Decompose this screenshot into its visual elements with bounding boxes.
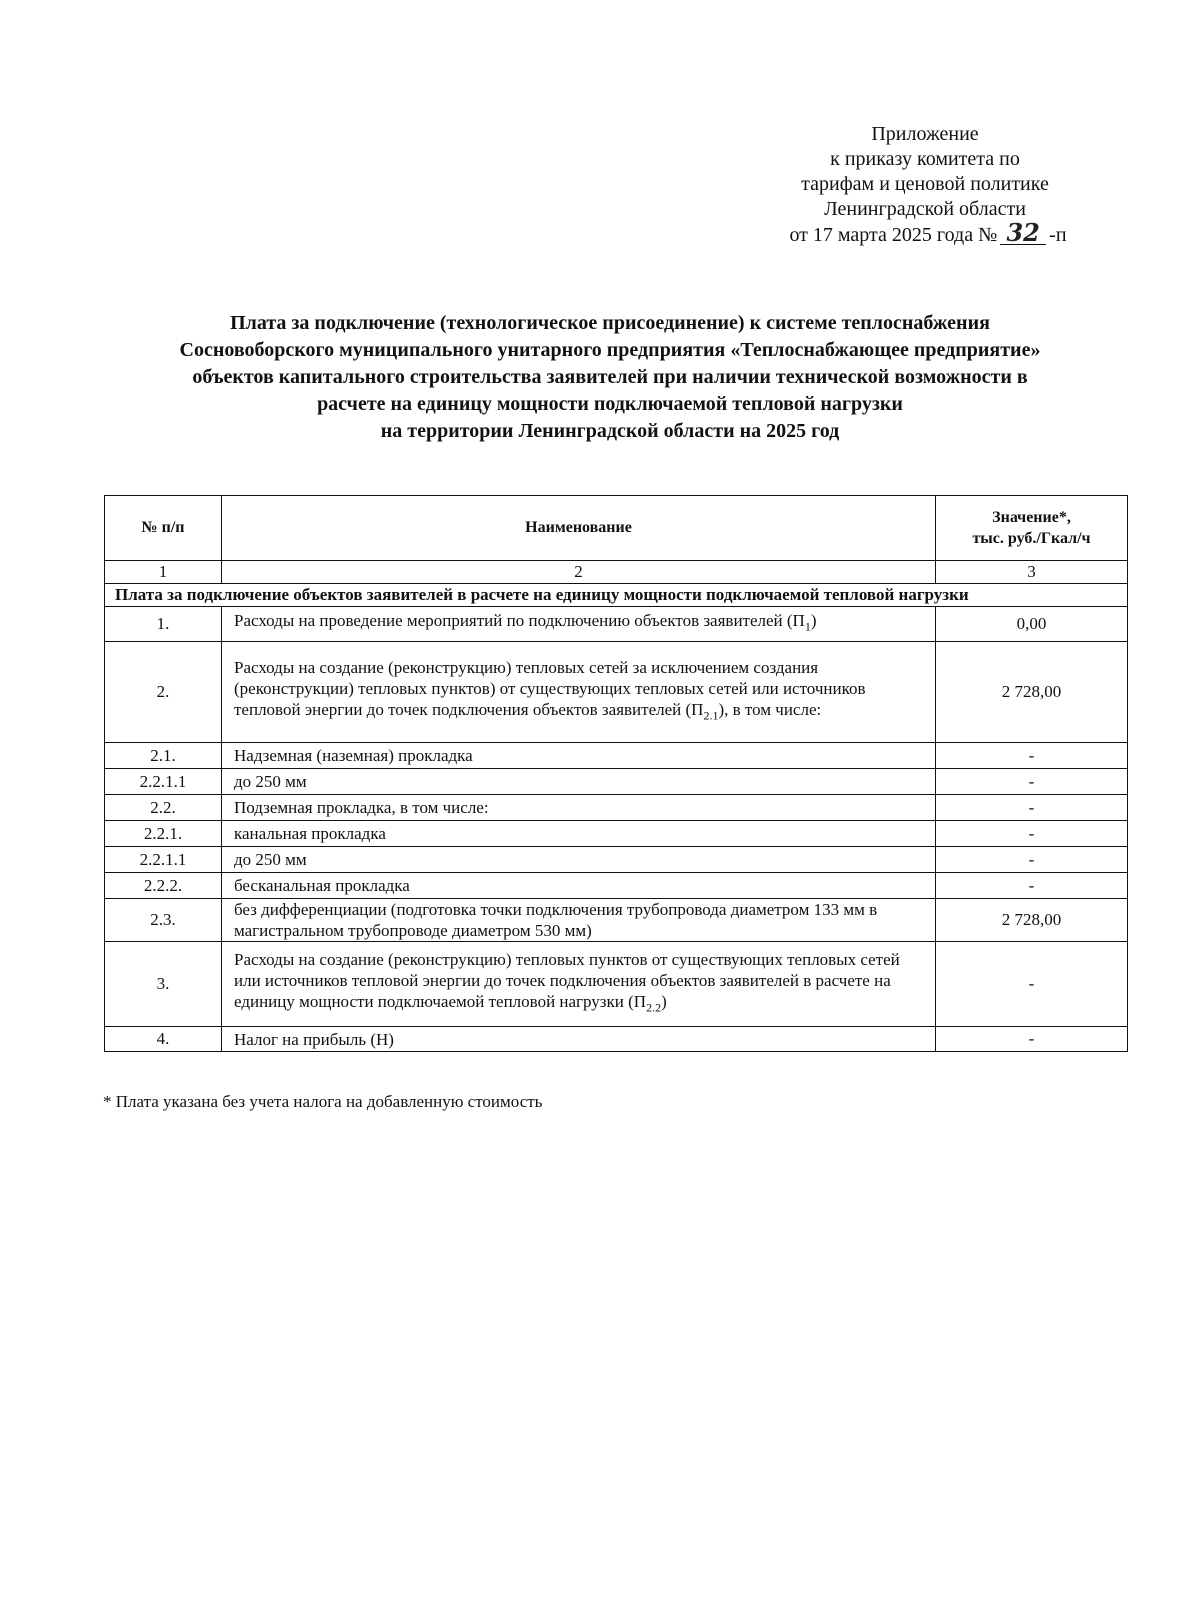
row-name <box>222 942 936 1027</box>
row-name: Надземная (наземная) прокладка <box>222 743 936 769</box>
table-row <box>105 769 1128 795</box>
header-value <box>936 496 1128 561</box>
row-num: 2.2.1. <box>105 821 222 847</box>
title-line-4: расчете на единицу мощности подключаемой тепловой нагрузки <box>317 393 903 415</box>
row-num: 2.2.2. <box>105 873 222 899</box>
row-name: до 250 мм <box>222 847 936 873</box>
column-index-cell: 1 <box>105 561 222 584</box>
annex-order-ref: к приказу комитета по <box>830 148 1020 170</box>
column-index-cell: 2 <box>222 561 936 584</box>
row-name <box>222 607 936 642</box>
table-row <box>105 1027 1128 1052</box>
row-name: до 250 мм <box>222 769 936 795</box>
document-title <box>70 310 1150 445</box>
row-num: 2.2. <box>105 795 222 821</box>
row-value: 0,00 <box>936 607 1128 642</box>
row-num: 4. <box>105 1027 222 1052</box>
row-name-subscript: 2.2 <box>646 1000 662 1015</box>
row-value: 2 728,00 <box>936 642 1128 743</box>
header-num: № п/п <box>105 496 222 561</box>
title-line-2: Сосновоборского муниципального унитарного предприятия «Теплоснабжающее предприятие» <box>179 339 1041 361</box>
row-value: - <box>936 769 1128 795</box>
row-name: бесканальная прокладка <box>222 873 936 899</box>
table-row <box>105 873 1128 899</box>
table-row <box>105 942 1128 1027</box>
row-name-text: Расходы на проведение мероприятий по подключению объектов заявителей (П <box>234 611 805 631</box>
annex-title: Приложение <box>871 123 979 145</box>
row-name-text: Расходы на создание (реконструкцию) тепловых пунктов от существующих тепловых сетей или источников тепловой энергии до точек подключения объектов заявителей в расчете на единицу мощности подключаемой тепловой нагрузки (П <box>234 950 900 1012</box>
row-value: - <box>936 821 1128 847</box>
row-num: 2.2.1.1 <box>105 847 222 873</box>
footnote: * Плата указана без учета налога на добавленную стоимость <box>103 1092 543 1111</box>
row-num: 2.1. <box>105 743 222 769</box>
row-value: - <box>936 1027 1128 1052</box>
table-row <box>105 899 1128 942</box>
column-index-row <box>105 561 1128 584</box>
annex-block <box>745 122 1105 248</box>
title-line-3: объектов капитального строительства заявителей при наличии технической возможности в <box>192 366 1028 388</box>
handwritten-order-number: 32 <box>1000 222 1046 245</box>
header-value-line2: тыс. руб./Гкал/ч <box>972 530 1091 547</box>
row-value: - <box>936 847 1128 873</box>
row-name-text: Расходы на создание (реконструкцию) тепловых сетей за исключением создания (реконструкции) тепловых пунктов) от существующих тепловых сетей или источников тепловой энергии до точек подключения объектов заявителей (П <box>234 658 866 720</box>
annex-region: Ленинградской области <box>824 198 1026 220</box>
table-row <box>105 795 1128 821</box>
row-value: - <box>936 795 1128 821</box>
table-row <box>105 743 1128 769</box>
column-index-cell: 3 <box>936 561 1128 584</box>
row-name <box>222 642 936 743</box>
row-name-subscript: 2.1 <box>703 708 719 723</box>
row-value: 2 728,00 <box>936 899 1128 942</box>
title-line-5: на территории Ленинградской области на 2025 год <box>380 420 840 442</box>
row-name-subscript: 1 <box>804 619 811 634</box>
annex-date: от 17 марта 2025 года № <box>789 224 998 246</box>
section-title: Плата за подключение объектов заявителей в расчете на единицу мощности подключаемой тепловой нагрузки <box>105 584 1128 607</box>
table-row <box>105 847 1128 873</box>
row-name: Подземная прокладка, в том числе: <box>222 795 936 821</box>
row-name-tail: ), в том числе: <box>718 700 822 720</box>
title-line-1: Плата за подключение (технологическое присоединение) к системе теплоснабжения <box>230 312 990 334</box>
row-value: - <box>936 743 1128 769</box>
header-value-line1: Значение*, <box>992 509 1071 526</box>
header-name: Наименование <box>222 496 936 561</box>
row-name: без дифференциации (подготовка точки подключения трубопровода диаметром 133 мм в магистральном трубопроводе диаметром 530 мм) <box>222 899 936 942</box>
fee-table <box>104 495 1128 1052</box>
row-num: 2.2.1.1 <box>105 769 222 795</box>
table-row <box>105 607 1128 642</box>
row-num: 3. <box>105 942 222 1027</box>
row-num: 2. <box>105 642 222 743</box>
annex-date-line <box>745 218 1105 248</box>
table-header-row <box>105 496 1128 561</box>
row-name-tail: ) <box>810 611 817 631</box>
row-name: Налог на прибыль (Н) <box>222 1027 936 1052</box>
table-row <box>105 821 1128 847</box>
section-row <box>105 584 1128 607</box>
row-name-tail: ) <box>661 992 667 1012</box>
row-value: - <box>936 873 1128 899</box>
annex-number-suffix: -п <box>1049 224 1067 246</box>
row-num: 2.3. <box>105 899 222 942</box>
annex-committee: тарифам и ценовой политике <box>801 173 1049 195</box>
row-num: 1. <box>105 607 222 642</box>
row-name: канальная прокладка <box>222 821 936 847</box>
table-row <box>105 642 1128 743</box>
row-value: - <box>936 942 1128 1027</box>
